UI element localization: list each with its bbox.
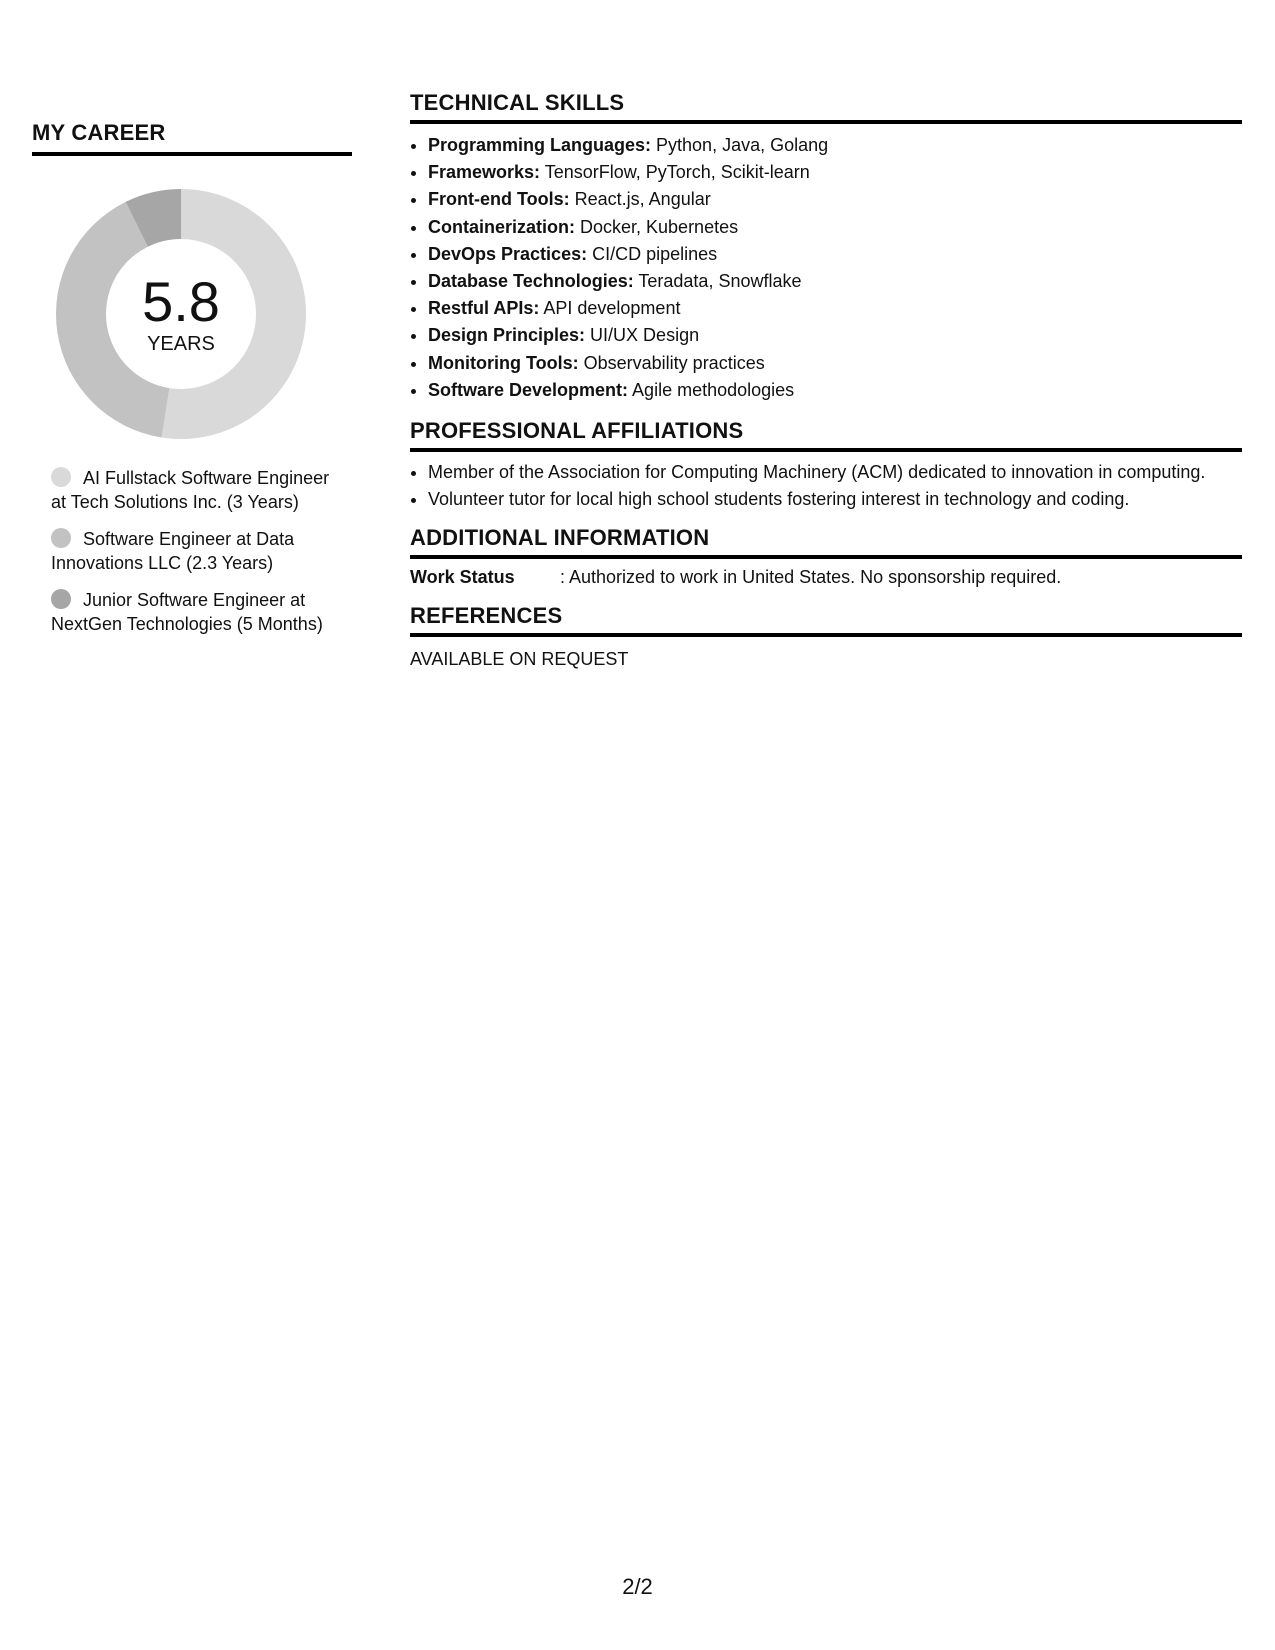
skill-item — [428, 350, 1242, 377]
skill-label: Frameworks: — [428, 162, 541, 183]
skill-item — [428, 268, 1242, 295]
total-years-value: 5.8 — [142, 270, 220, 333]
career-donut-chart — [56, 189, 306, 439]
page-number: 2/2 — [622, 1574, 653, 1599]
references-text: AVAILABLE ON REQUEST — [410, 649, 629, 670]
skill-label: DevOps Practices: — [428, 243, 588, 264]
affiliations-heading: PROFESSIONAL AFFILIATIONS — [410, 418, 1242, 452]
skill-item — [428, 214, 1242, 241]
technical-skills-section — [410, 90, 1242, 404]
skill-item — [428, 377, 1242, 404]
skill-item — [428, 295, 1242, 322]
affiliations-list — [410, 460, 1242, 511]
legend-dot-icon — [51, 589, 71, 609]
skill-label: Restful APIs: — [428, 298, 540, 319]
skill-label: Front-end Tools: — [428, 189, 570, 210]
additional-info-section — [410, 525, 1242, 589]
skill-item — [428, 159, 1242, 186]
total-years-unit: YEARS — [147, 333, 215, 355]
skill-value: UI/UX Design — [585, 325, 700, 346]
work-status-value: : Authorized to work in United States. No sponsorship required. — [560, 567, 1062, 588]
skill-label: Software Development: — [428, 379, 629, 400]
skill-item — [428, 322, 1242, 349]
skill-item — [428, 186, 1242, 213]
career-legend-item — [51, 588, 331, 636]
skill-label: Database Technologies: — [428, 271, 634, 292]
skill-label: Design Principles: — [428, 325, 586, 346]
affiliations-section — [410, 418, 1242, 511]
legend-label: AI Fullstack Software Engineer at Tech Solutions Inc. (3 Years) — [51, 468, 330, 512]
skill-label: Programming Languages: — [428, 135, 652, 155]
affiliation-item: • Volunteer tutor for local high school students fostering interest in technology and coding. — [428, 487, 1242, 512]
legend-label: Software Engineer at Data Innovations LLC (2.3 Years) — [51, 529, 295, 573]
work-status-label: Work Status — [410, 567, 515, 588]
skill-item — [428, 241, 1242, 268]
donut-center — [56, 189, 306, 439]
legend-label: Junior Software Engineer at NextGen Technologies (5 Months) — [51, 590, 323, 634]
skill-label: Containerization: — [428, 216, 575, 237]
skill-value: TensorFlow, PyTorch, Scikit-learn — [540, 162, 810, 183]
career-column — [32, 120, 352, 649]
additional-info-heading: ADDITIONAL INFORMATION — [410, 525, 1242, 559]
skill-value: Observability practices — [578, 352, 765, 373]
skill-item — [428, 132, 1242, 159]
main-column — [410, 90, 1242, 671]
legend-dot-icon — [51, 528, 71, 548]
career-legend-item — [51, 466, 331, 514]
skill-value: Teradata, Snowflake — [633, 271, 802, 292]
affiliation-item: • Member of the Association for Computing Machinery (ACM) dedicated to innovation in computing. — [428, 460, 1242, 485]
technical-skills-list — [410, 132, 1242, 404]
skill-value: Docker, Kubernetes — [575, 216, 739, 237]
work-status-row — [410, 565, 1242, 589]
legend-dot-icon — [51, 467, 71, 487]
references-section — [410, 603, 1242, 671]
career-legend — [51, 466, 331, 636]
references-heading: REFERENCES — [410, 603, 1242, 637]
skill-value: Agile methodologies — [628, 379, 795, 400]
skill-value: API development — [539, 298, 681, 319]
skill-value: CI/CD pipelines — [587, 243, 718, 264]
skill-value: Python, Java, Golang — [651, 135, 829, 155]
skill-value: React.js, Angular — [569, 189, 711, 210]
skill-label: Monitoring Tools: — [428, 352, 579, 373]
career-legend-item — [51, 527, 331, 575]
career-heading: MY CAREER — [32, 120, 352, 156]
technical-skills-heading: TECHNICAL SKILLS — [410, 90, 1242, 124]
